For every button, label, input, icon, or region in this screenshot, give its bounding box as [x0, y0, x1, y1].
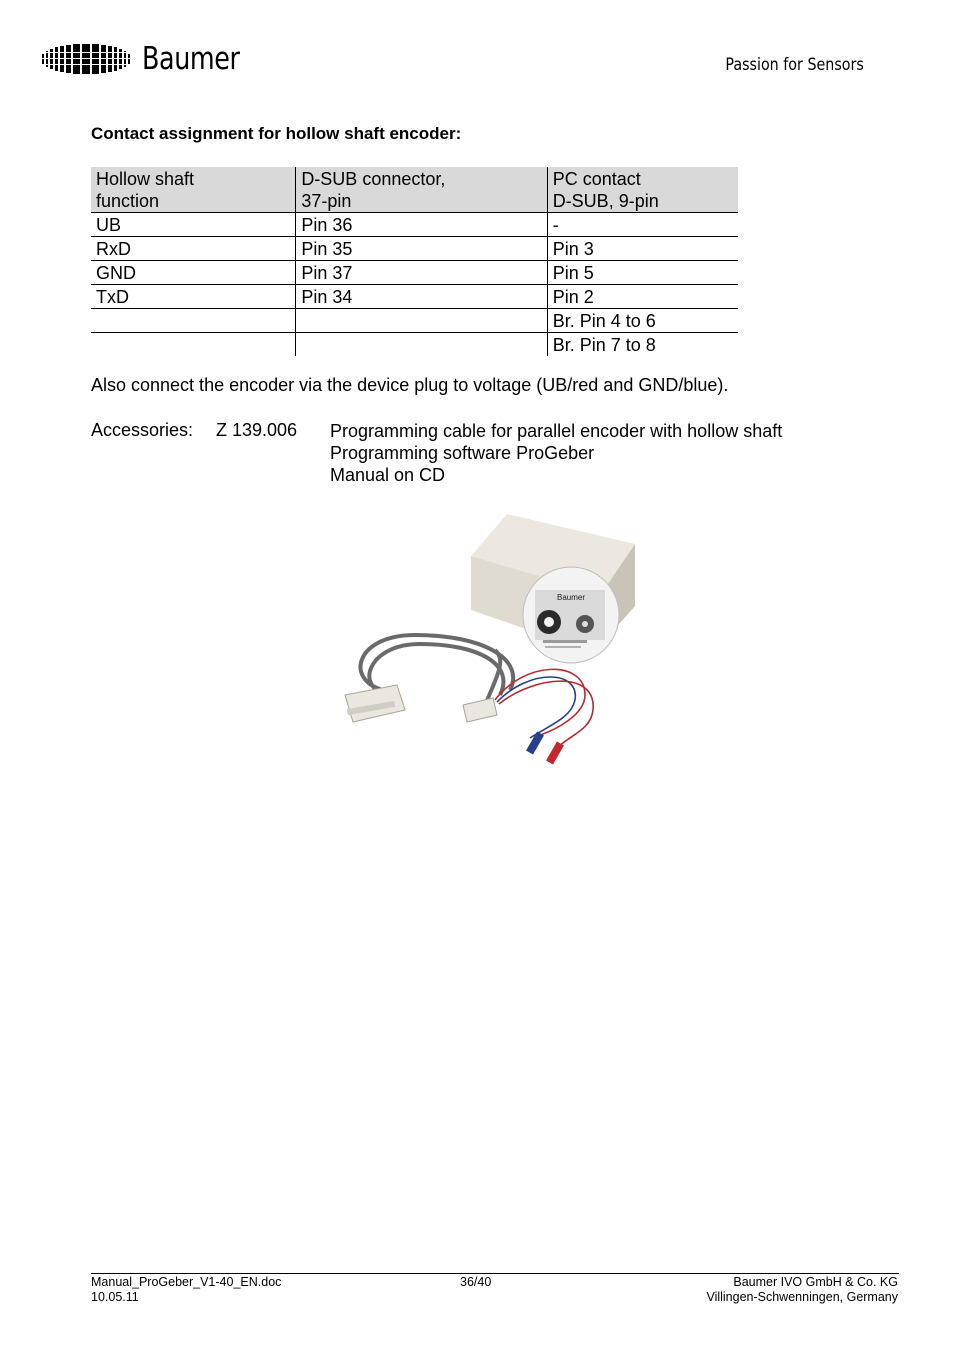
table-cell: Pin 36 — [296, 213, 547, 237]
cd-brand-label: Baumer — [557, 593, 586, 602]
footer-divider — [91, 1273, 899, 1274]
cd-disc — [523, 567, 619, 663]
table-cell: TxD — [91, 285, 296, 309]
accessories-code: Z 139.006 — [216, 420, 298, 440]
section-title: Contact assignment for hollow shaft encoder: — [91, 124, 462, 143]
list-item: Programming cable for parallel encoder with hollow shaft — [330, 421, 783, 441]
table-row — [91, 261, 738, 285]
brand-name: Baumer — [142, 40, 240, 77]
dsub-9-connector — [463, 698, 497, 722]
table-cell — [91, 333, 296, 357]
contact-assignment-table — [91, 167, 738, 356]
table-cell: Pin 35 — [296, 237, 547, 261]
table-row — [91, 309, 738, 333]
table-cell: Pin 5 — [547, 261, 738, 285]
table-row — [91, 333, 738, 357]
baumer-logo — [42, 42, 261, 76]
logo-halftone-icon — [42, 44, 134, 74]
table-row — [91, 213, 738, 237]
table-cell — [296, 333, 547, 357]
table-cell — [296, 309, 547, 333]
table-cell: RxD — [91, 237, 296, 261]
accessories-label: Accessories: — [91, 420, 194, 440]
footer-right — [706, 1275, 898, 1305]
table-cell: Pin 3 — [547, 237, 738, 261]
table-cell — [91, 309, 296, 333]
table-cell: Pin 37 — [296, 261, 547, 285]
dsub-37-connector — [345, 685, 405, 722]
footer-company: Baumer IVO GmbH & Co. KG — [733, 1275, 898, 1289]
table-cell: Pin 34 — [296, 285, 547, 309]
table-header-cell: Hollow shaft function — [91, 167, 296, 213]
footer-left — [91, 1275, 281, 1305]
table-row — [91, 237, 738, 261]
footer-filename: Manual_ProGeber_V1-40_EN.doc — [91, 1275, 282, 1289]
table-cell: Pin 2 — [547, 285, 738, 309]
accessories-list — [330, 420, 782, 486]
product-photo — [335, 510, 645, 775]
list-item: Manual on CD — [330, 465, 446, 485]
list-item: Programming software ProGeber — [330, 443, 595, 463]
table-cell: GND — [91, 261, 296, 285]
test-leads — [495, 669, 593, 748]
voltage-note: Also connect the encoder via the device plug to voltage (UB/red and GND/blue). — [91, 375, 729, 395]
table-header-cell: PC contact D-SUB, 9-pin — [547, 167, 738, 213]
table-header-cell: D-SUB connector, 37-pin — [296, 167, 547, 213]
footer-date: 10.05.11 — [91, 1290, 139, 1304]
table-cell: - — [547, 213, 738, 237]
table-row — [91, 285, 738, 309]
table-cell: Br. Pin 4 to 6 — [547, 309, 738, 333]
table-cell: UB — [91, 213, 296, 237]
footer-location: Villingen-Schwenningen, Germany — [706, 1290, 898, 1304]
tagline: Passion for Sensors — [725, 55, 864, 75]
table-header-row — [91, 167, 738, 213]
footer-page-number: 36/40 — [460, 1275, 492, 1289]
table-cell: Br. Pin 7 to 8 — [547, 333, 738, 357]
